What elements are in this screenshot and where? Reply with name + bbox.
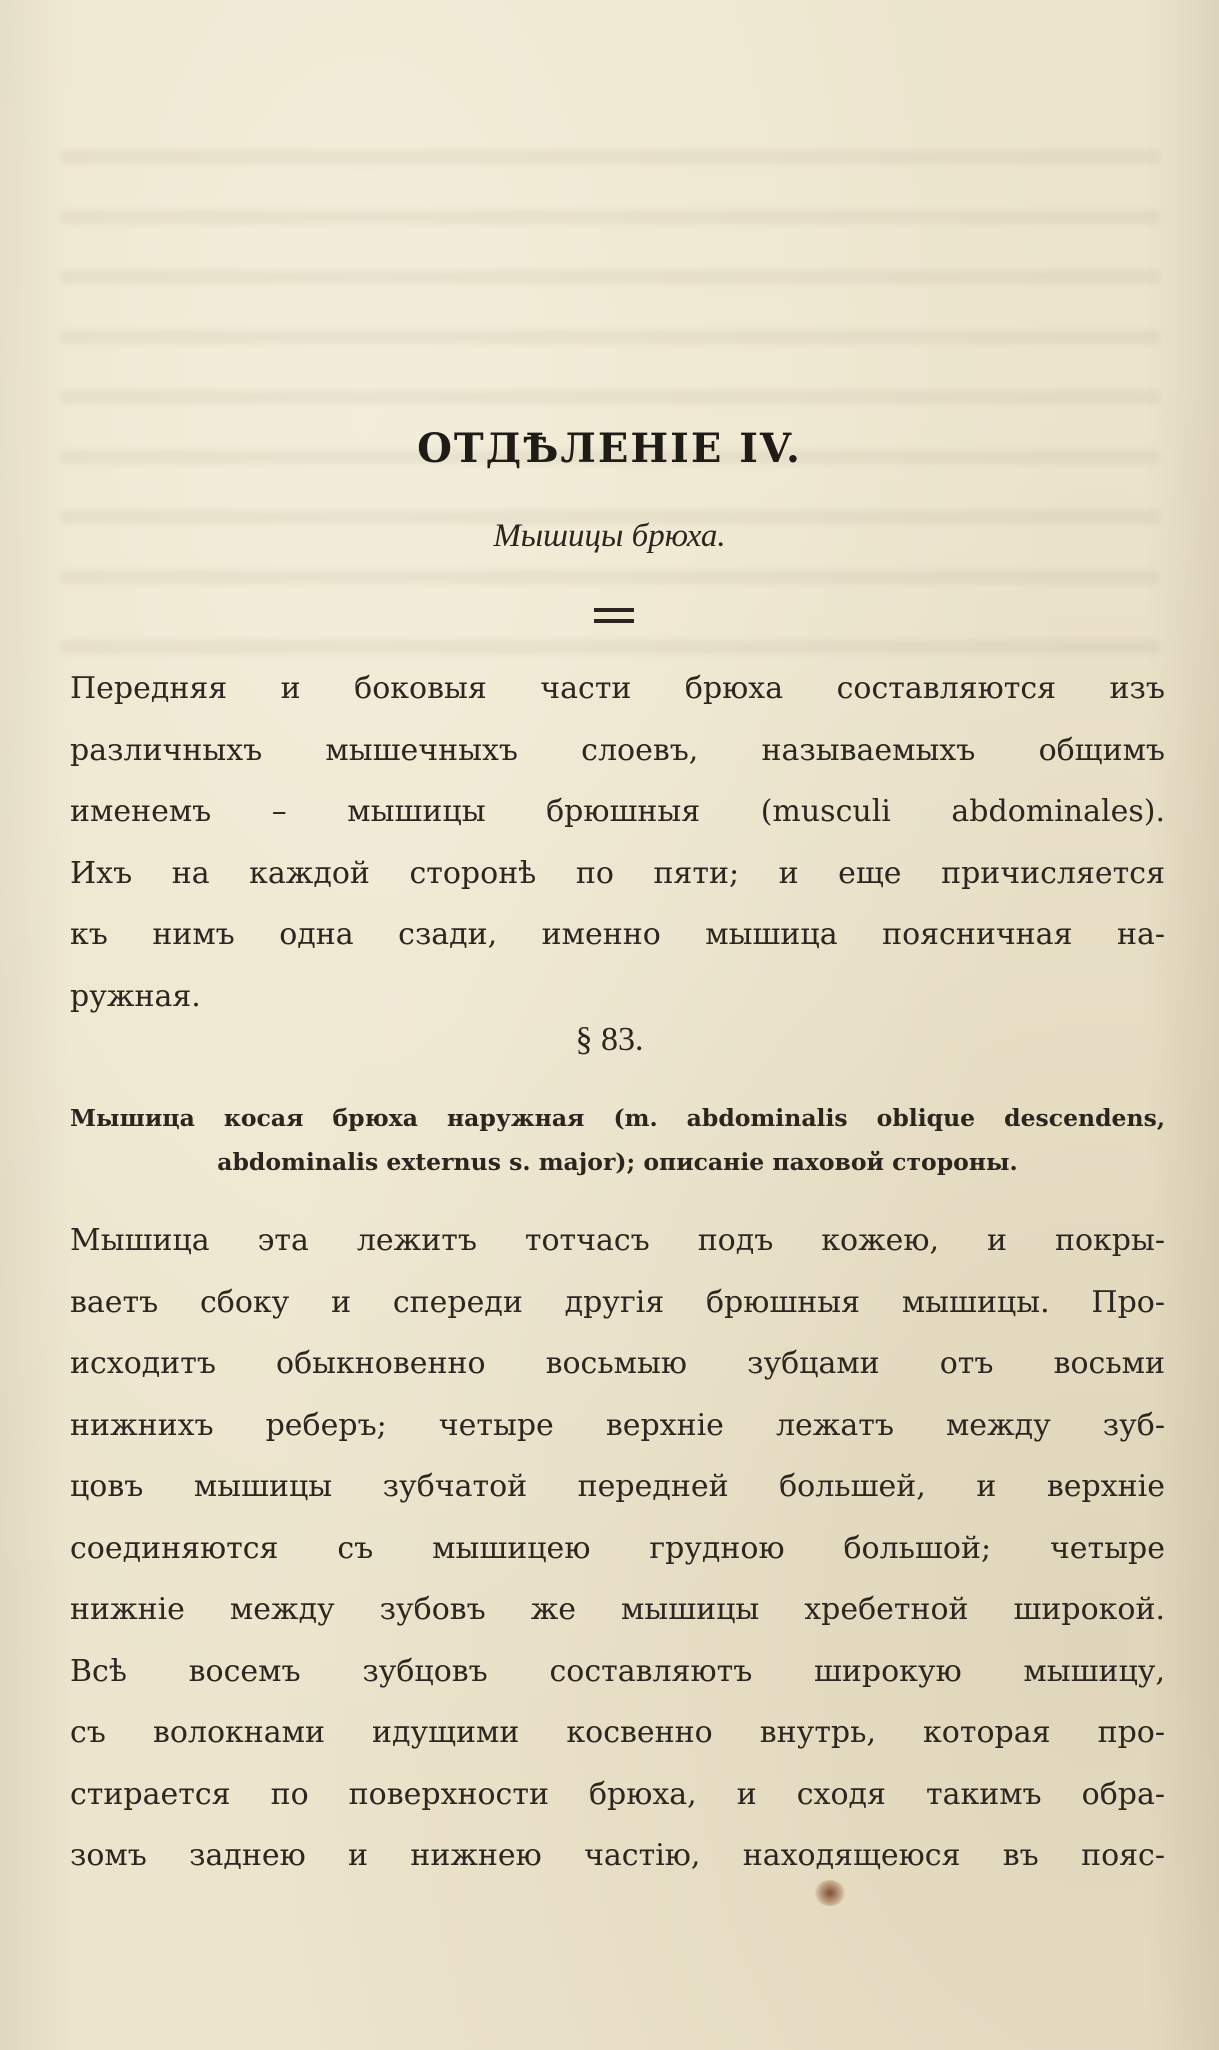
double-rule-divider xyxy=(594,608,634,623)
text-line: именемъ – мышицы брюшныя (musculi abdominales). xyxy=(70,794,1165,829)
bleed-through-line xyxy=(60,330,1160,344)
text-line: нижніе между зубовъ же мышицы хребетной широкой. xyxy=(70,1592,1165,1627)
section-title-line: Мышица косая брюха наружная (m. abdominalis oblique descendens, xyxy=(70,1104,1165,1132)
text-line: соединяются съ мышицею грудною большой; четыре xyxy=(70,1530,1165,1566)
section-number: § 83. xyxy=(575,1021,644,1058)
bleed-through-line xyxy=(60,390,1160,404)
text-line: исходитъ обыкновенно восьмыю зубцами отъ восьми xyxy=(70,1346,1165,1381)
section-heading: ОТДѢЛЕНІЕ IV. xyxy=(417,425,802,472)
intro-paragraph xyxy=(70,658,1165,1027)
text-line: Передняя и боковыя части брюха составляются изъ xyxy=(70,671,1165,706)
text-line: ружная. xyxy=(70,978,201,1014)
section-subheading: Мышицы брюха. xyxy=(493,518,726,554)
text-line: къ нимъ одна сзади, именно мышица поясничная на- xyxy=(70,917,1165,952)
text-line: зомъ заднею и нижнею частію, находящеюся въ пояс- xyxy=(70,1838,1165,1873)
text-line: цовъ мышицы зубчатой передней большей, и верхніе xyxy=(70,1469,1165,1504)
text-line: различныхъ мышечныхъ слоевъ, называемыхъ общимъ xyxy=(70,732,1165,768)
text-line: стирается по поверхности брюха, и сходя такимъ обра- xyxy=(70,1776,1165,1812)
text-line: нижнихъ реберъ; четыре верхніе лежатъ между зуб- xyxy=(70,1407,1165,1443)
section-title-line: abdominalis externus s. major); описаніе паховой стороны. xyxy=(217,1148,1018,1176)
text-line: Всѣ восемъ зубцовъ составляютъ широкую мышицу, xyxy=(70,1653,1165,1689)
bleed-through-line xyxy=(60,640,1160,654)
bleed-through-line xyxy=(60,570,1160,584)
section-title xyxy=(70,1096,1165,1184)
bleed-through-line xyxy=(60,150,1160,164)
text-line: съ волокнами идущими косвенно внутрь, которая про- xyxy=(70,1715,1165,1750)
ink-stain xyxy=(815,1880,845,1906)
bleed-through-line xyxy=(60,210,1160,224)
text-line: Мышица эта лежитъ тотчасъ подъ кожею, и покры- xyxy=(70,1223,1165,1258)
text-line: ваетъ сбоку и спереди другія брюшныя мышицы. Про- xyxy=(70,1284,1165,1320)
bleed-through-line xyxy=(60,270,1160,284)
body-paragraph xyxy=(70,1210,1165,1887)
text-line: Ихъ на каждой сторонѣ по пяти; и еще причисляется xyxy=(70,855,1165,891)
